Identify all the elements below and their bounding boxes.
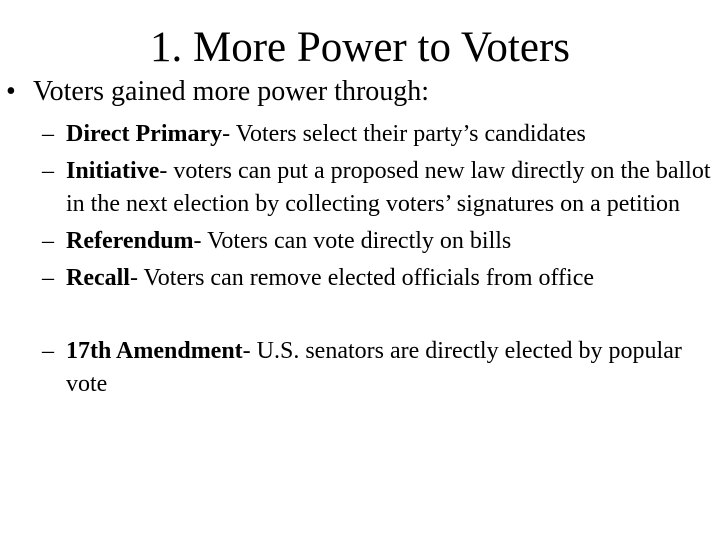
dash-marker: – (42, 158, 54, 184)
dash-marker: – (42, 121, 54, 147)
list-item-recall (42, 262, 714, 295)
list-item-referendum (42, 225, 714, 258)
sub-bullet-list (42, 118, 714, 405)
dash-marker: – (42, 338, 54, 364)
term: Direct Primary (66, 121, 223, 147)
main-bullet-text: Voters gained more power through: (33, 76, 430, 107)
slide-title: 1. More Power to Voters (149, 24, 571, 71)
list-item-initiative (42, 155, 714, 221)
dash-marker: – (42, 265, 54, 291)
list-item-direct-primary (42, 118, 714, 151)
main-bullet (6, 75, 429, 109)
bullet-marker: • (6, 76, 16, 107)
description: - Voters can vote directly on bills (193, 228, 512, 254)
list-item-17th-amendment (42, 335, 714, 401)
term: Referendum (66, 228, 194, 254)
description: - Voters can remove elected officials from office (129, 265, 595, 291)
term: Recall (66, 265, 130, 291)
description: - U.S. senators are directly elected by popular vote (66, 338, 682, 397)
term: Initiative (66, 158, 160, 184)
description: - Voters select their party’s candidates (222, 121, 586, 147)
term: 17th Amendment (66, 338, 243, 364)
description: - voters can put a proposed new law directly on the ballot in the next election by collecting voters’ signatures on a petition (66, 158, 711, 217)
dash-marker: – (42, 228, 54, 254)
